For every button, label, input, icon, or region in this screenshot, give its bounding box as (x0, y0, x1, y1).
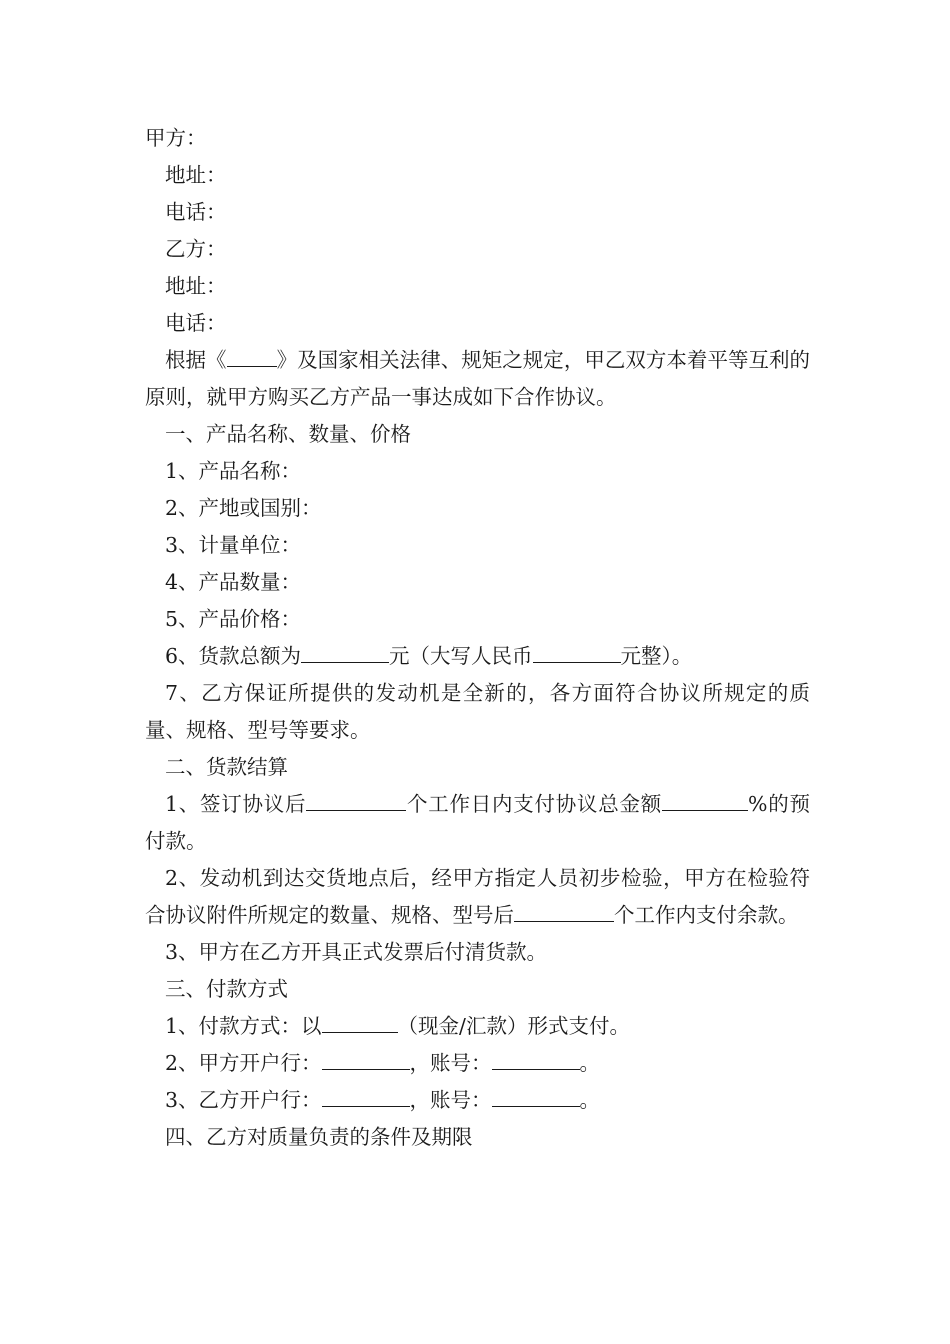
prepayment-text-2: 个工作日内支付协议总金额 (406, 792, 663, 816)
section2-title: 二、货款结算 (165, 755, 288, 779)
party-a-bank-text-1: 2、甲方开户行： (165, 1051, 322, 1075)
party-a-bank-text-2: ，账号： (409, 1051, 492, 1075)
law-name-blank (227, 346, 277, 367)
total-amount-text-3: 元整）。 (620, 644, 693, 668)
product-quantity: 4、产品数量： (165, 570, 302, 594)
balance-days-blank (514, 901, 614, 922)
total-amount-text-1: 6、货款总额为 (165, 644, 302, 668)
product-price: 5、产品价格： (165, 607, 302, 631)
total-amount-blank (301, 642, 389, 663)
balance-text-1: 2、发动机到达交货地点后，经甲方指定人员初步检验，甲方在检验符合协议附件所规定的数量、规格、型号后 (145, 866, 810, 927)
party-b-bank-text-1: 3、乙方开户行： (165, 1088, 322, 1112)
section4-title: 四、乙方对质量负责的条件及期限 (165, 1125, 473, 1149)
payment-method-text-1: 1、付款方式：以 (165, 1014, 322, 1038)
party-b-label: 乙方： (165, 237, 227, 261)
party-b-bank-text-2: ，账号： (409, 1088, 492, 1112)
product-origin: 2、产地或国别： (165, 496, 322, 520)
prepayment-clause (145, 786, 810, 860)
payment-method (145, 1008, 810, 1045)
prepayment-text-3: %的预付款。 (145, 792, 811, 853)
prepayment-days-blank (306, 790, 406, 811)
document-page (145, 120, 810, 1156)
balance-payment-clause (145, 860, 810, 934)
quality-guarantee: 7、乙方保证所提供的发动机是全新的，各方面符合协议所规定的质量、规格、型号等要求。 (145, 681, 810, 742)
party-b-phone: 电话： (165, 311, 227, 335)
party-a-bank-blank (322, 1049, 410, 1070)
party-b-bank-blank (322, 1086, 410, 1107)
product-name: 1、产品名称： (165, 459, 302, 483)
total-amount-text-2: 元（大写人民币 (389, 644, 533, 668)
intro-text-1: 根据《 (165, 348, 227, 372)
intro-paragraph (145, 342, 810, 416)
total-amount-capital-blank (533, 642, 621, 663)
section1-title: 一、产品名称、数量、价格 (165, 422, 411, 446)
party-a-label: 甲方： (145, 126, 207, 150)
party-a-phone: 电话： (165, 200, 227, 224)
section3-title: 三、付款方式 (165, 977, 288, 1001)
payment-method-text-2: （现金/汇款）形式支付。 (397, 1014, 630, 1038)
intro-text-2: 》及国家相关法律、规矩之规定，甲乙双方本着平等互利的原则，就甲方购买乙方产品一事达成如下合作协议。 (145, 348, 811, 409)
party-a-bank (145, 1045, 810, 1082)
balance-text-2: 个工作内支付余款。 (614, 903, 799, 927)
payment-method-blank (322, 1012, 398, 1033)
party-a-bank-text-3: 。 (579, 1051, 601, 1075)
party-b-bank (145, 1082, 810, 1119)
prepayment-percent-blank (662, 790, 748, 811)
party-a-address: 地址： (165, 163, 227, 187)
party-b-address: 地址： (165, 274, 227, 298)
prepayment-text-1: 1、签订协议后 (165, 792, 307, 816)
total-amount (145, 638, 810, 675)
party-a-account-blank (492, 1049, 580, 1070)
invoice-clause: 3、甲方在乙方开具正式发票后付清货款。 (165, 940, 548, 964)
party-b-bank-text-3: 。 (579, 1088, 601, 1112)
measure-unit: 3、计量单位： (165, 533, 302, 557)
party-b-account-blank (492, 1086, 580, 1107)
